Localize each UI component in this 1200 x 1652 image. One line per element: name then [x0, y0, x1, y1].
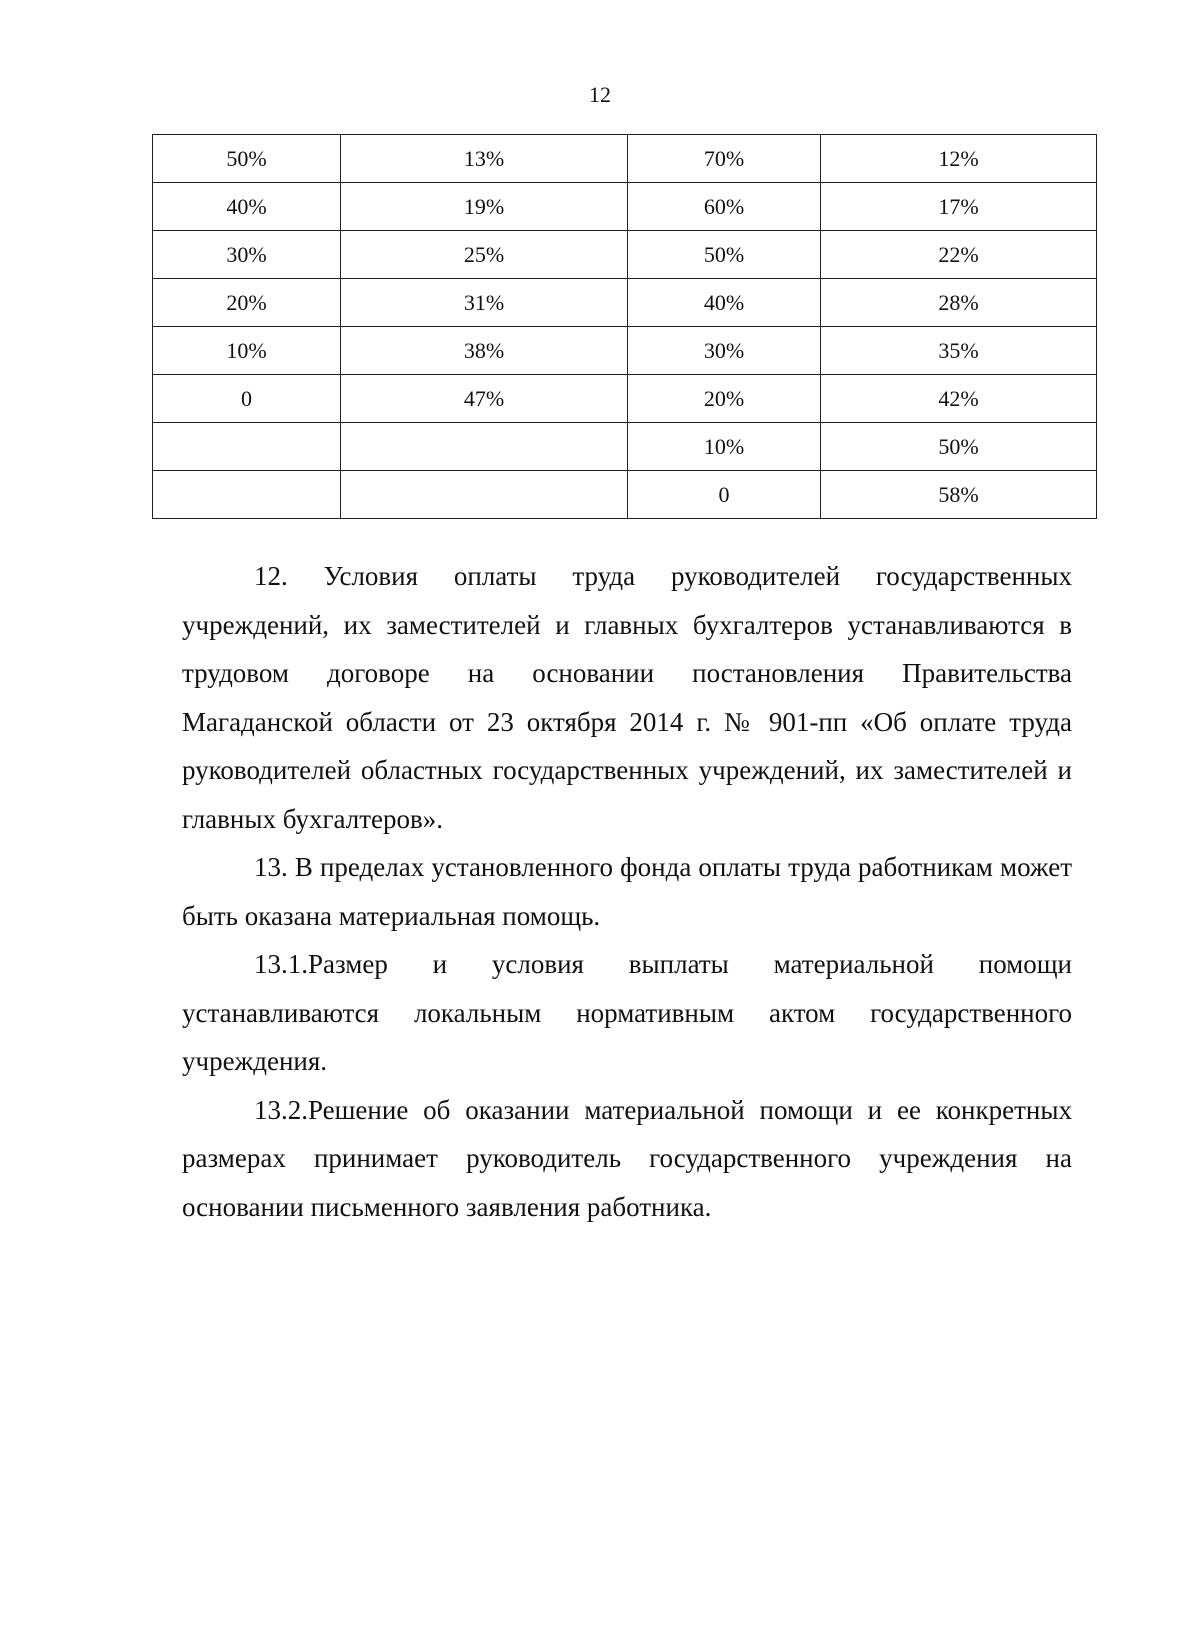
page-number: 12 — [589, 82, 611, 107]
table-cell: 42% — [821, 375, 1097, 423]
table-cell — [341, 471, 628, 519]
table-row — [153, 231, 1097, 279]
table-row — [153, 375, 1097, 423]
table-row — [153, 279, 1097, 327]
paragraph-13: 13. В пределах установленного фонда оплаты труда работникам может быть оказана материальная помощь. — [182, 852, 1072, 931]
body-text — [182, 552, 1072, 1231]
table-cell — [153, 423, 341, 471]
table-cell: 58% — [821, 471, 1097, 519]
table-cell: 13% — [341, 135, 628, 183]
table-cell: 20% — [153, 279, 341, 327]
table-cell: 17% — [821, 183, 1097, 231]
table-cell: 19% — [341, 183, 628, 231]
table-cell: 30% — [628, 327, 821, 375]
table-cell: 70% — [628, 135, 821, 183]
table-cell: 10% — [628, 423, 821, 471]
table-cell: 12% — [821, 135, 1097, 183]
table-cell: 0 — [153, 375, 341, 423]
table-cell: 30% — [153, 231, 341, 279]
table-cell: 40% — [153, 183, 341, 231]
table-cell: 60% — [628, 183, 821, 231]
table-cell: 28% — [821, 279, 1097, 327]
table-cell: 20% — [628, 375, 821, 423]
table-row — [153, 327, 1097, 375]
paragraph-13-1: 13.1.Размер и условия выплаты материальной помощи устанавливаются локальным нормативным актом государственного учреждения. — [182, 949, 1072, 1076]
paragraph-12: 12. Условия оплаты труда руководителей государственных учреждений, их заместителей и главных бухгалтеров устанавливаются в трудовом договоре на основании постановления Правительства Магаданской области от 23 октября 2014 г. № 901-пп «Об оплате труда руководителей областных государственных учреждений, их заместителей и главных бухгалтеров». — [182, 561, 1072, 834]
table-cell — [341, 423, 628, 471]
table-row — [153, 471, 1097, 519]
table-cell: 50% — [153, 135, 341, 183]
table-cell: 31% — [341, 279, 628, 327]
table-cell — [153, 471, 341, 519]
percentage-table — [152, 134, 1097, 519]
table-cell: 35% — [821, 327, 1097, 375]
table-cell: 25% — [341, 231, 628, 279]
table-cell: 0 — [628, 471, 821, 519]
paragraph-13-2: 13.2.Решение об оказании материальной помощи и ее конкретных размерах принимает руководитель государственного учреждения на основании письменного заявления работника. — [182, 1094, 1072, 1222]
table-cell: 40% — [628, 279, 821, 327]
table-cell: 38% — [341, 327, 628, 375]
table-cell: 47% — [341, 375, 628, 423]
table-row — [153, 135, 1097, 183]
table-cell: 50% — [628, 231, 821, 279]
table-row — [153, 423, 1097, 471]
table-cell: 22% — [821, 231, 1097, 279]
table-cell: 50% — [821, 423, 1097, 471]
table-cell: 10% — [153, 327, 341, 375]
table-row — [153, 183, 1097, 231]
